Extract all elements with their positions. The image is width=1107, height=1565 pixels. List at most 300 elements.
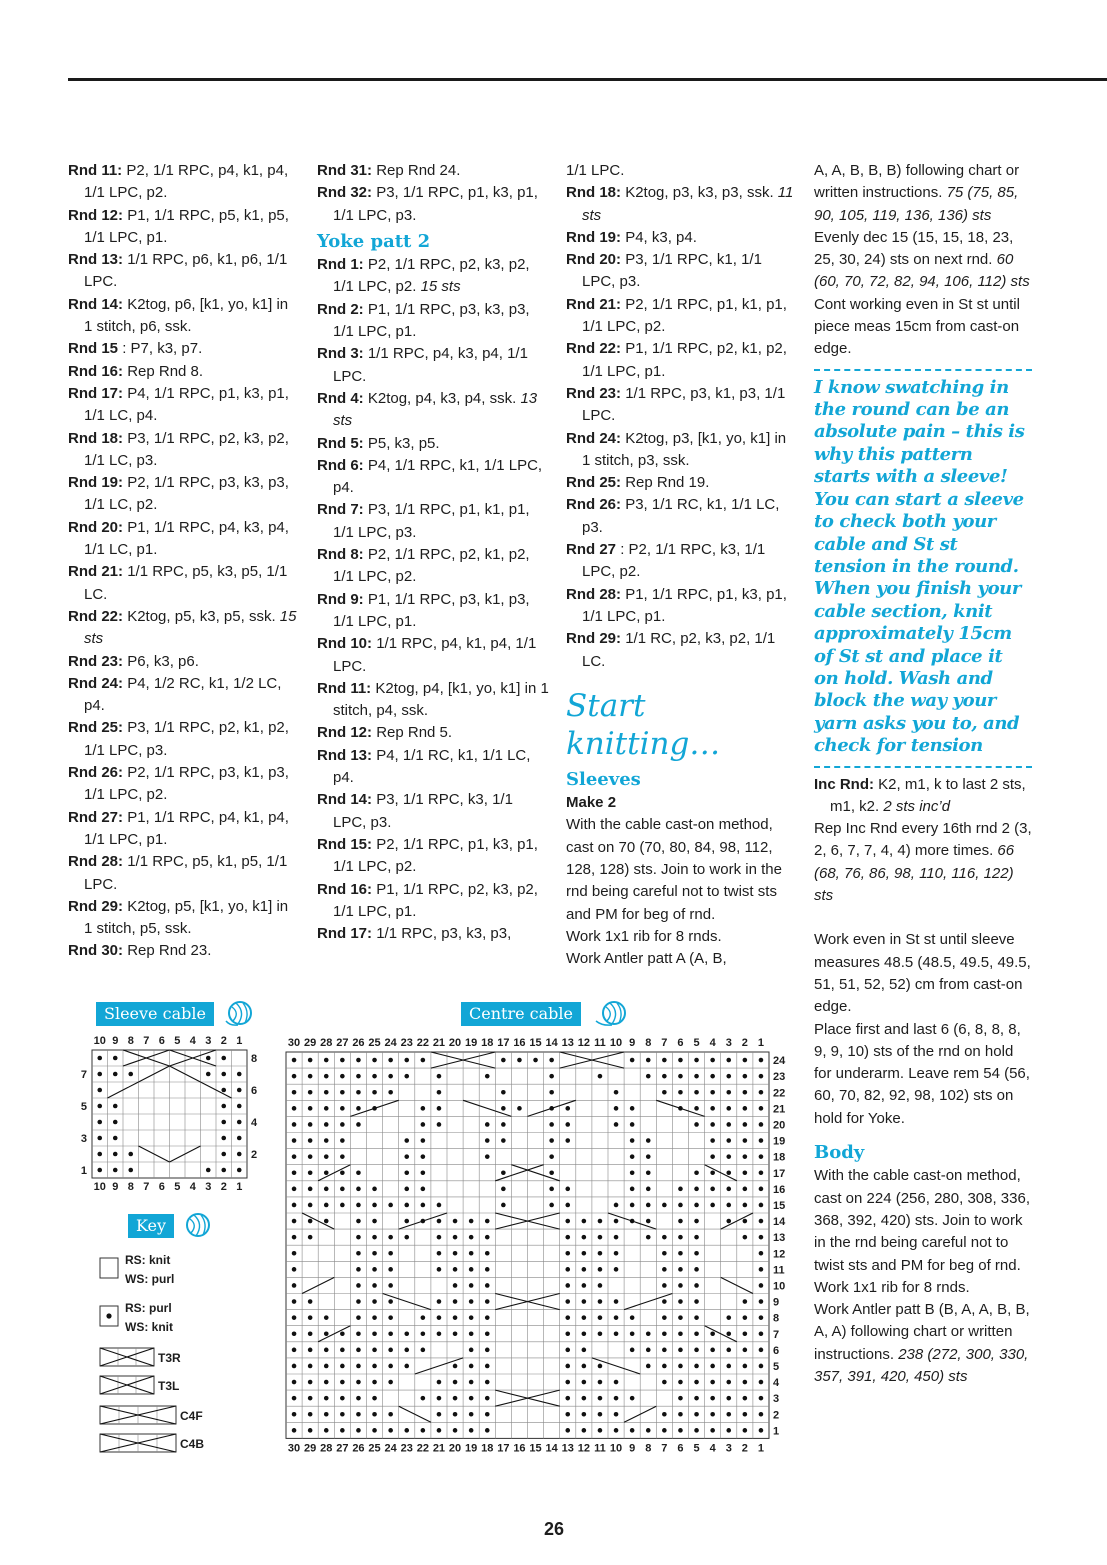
purl-dot [485, 1364, 490, 1369]
purl-dot [726, 1315, 731, 1320]
purl-dot [421, 1154, 426, 1159]
purl-dot [324, 1154, 329, 1159]
col2a-round: Rnd 31: Rep Rnd 24. [317, 162, 461, 179]
col-label: 6 [158, 1035, 165, 1047]
purl-dot [646, 1138, 651, 1143]
col1-round: Rnd 18: P3, 1/1 RPC, p2, k3, p2, 1/1 LC, p3. [68, 429, 289, 469]
rep-inc: Rep Inc Rnd every 16th rnd 2 (3, 2, 6, 7, 7, 4, 4) more times. 66 (68, 76, 86, 98, 110, 116, 122) sts [814, 820, 1032, 905]
purl-dot [340, 1154, 345, 1159]
purl-dot [678, 1380, 683, 1385]
col-label: 2 [220, 1181, 227, 1193]
purl-dot [388, 1299, 393, 1304]
purl-dot [340, 1074, 345, 1079]
purl-dot [437, 1219, 442, 1224]
purl-dot [759, 1380, 764, 1385]
purl-dot [565, 1187, 570, 1192]
row-label: 9 [773, 1296, 780, 1309]
purl-dot [292, 1138, 297, 1143]
col-label: 12 [577, 1037, 590, 1049]
col-label: 23 [400, 1442, 413, 1455]
col-label: 26 [352, 1037, 365, 1049]
purl-dot [113, 1120, 118, 1125]
purl-dot [308, 1122, 313, 1127]
purl-dot [694, 1396, 699, 1401]
purl-dot [340, 1090, 345, 1095]
purl-dot [759, 1251, 764, 1256]
purl-dot [678, 1090, 683, 1095]
purl-dot [582, 1283, 587, 1288]
purl-dot [308, 1074, 313, 1079]
purl-dot [678, 1267, 683, 1272]
row-label: 6 [251, 1085, 258, 1097]
purl-dot [678, 1219, 683, 1224]
key-label: RS: knit [125, 1253, 171, 1267]
col-label: 6 [677, 1037, 684, 1049]
purl-dot [113, 1072, 118, 1077]
purl-dot [485, 1412, 490, 1417]
row-label: 16 [773, 1183, 786, 1196]
purl-dot [614, 1219, 619, 1224]
purl-dot [421, 1331, 426, 1336]
purl-dot [340, 1331, 345, 1336]
purl-dot [759, 1058, 764, 1063]
purl-dot [97, 1152, 102, 1157]
purl-dot [565, 1106, 570, 1111]
col1-round: Rnd 23: P6, k3, p6. [68, 652, 199, 670]
purl-dot [237, 1152, 242, 1157]
purl-dot [614, 1235, 619, 1240]
col-label: 3 [725, 1037, 732, 1049]
col-label: 5 [693, 1442, 700, 1455]
col-label: 21 [432, 1442, 446, 1455]
purl-dot [485, 1428, 490, 1433]
purl-dot [549, 1203, 554, 1208]
col-label: 9 [629, 1442, 636, 1455]
col1-round: Rnd 14: K2tog, p6, [k1, yo, k1] in 1 stitch, p6, ssk. [68, 295, 289, 336]
purl-dot [340, 1203, 345, 1208]
purl-dot [598, 1251, 603, 1256]
purl-dot [308, 1219, 313, 1224]
purl-dot [549, 1170, 554, 1175]
purl-dot [324, 1412, 329, 1417]
row-label: 22 [773, 1087, 786, 1100]
purl-dot [453, 1380, 458, 1385]
col-label: 28 [320, 1037, 333, 1049]
purl-dot [678, 1364, 683, 1369]
purl-dot [582, 1315, 587, 1320]
purl-dot [356, 1187, 361, 1192]
purl-dot [710, 1380, 715, 1385]
purl-dot [678, 1396, 683, 1401]
purl-dot [501, 1106, 506, 1111]
purl-dot [404, 1364, 409, 1369]
purl-dot [292, 1203, 297, 1208]
col-label: 24 [384, 1037, 397, 1049]
quote-divider-top [814, 369, 1032, 371]
purl-dot [113, 1136, 118, 1141]
purl-dot [237, 1088, 242, 1093]
purl-dot [308, 1315, 313, 1320]
purl-dot [630, 1428, 635, 1433]
purl-dot [646, 1348, 651, 1353]
purl-dot [694, 1380, 699, 1385]
purl-dot [308, 1299, 313, 1304]
purl-dot [501, 1170, 506, 1175]
purl-dot [356, 1396, 361, 1401]
purl-dot [453, 1267, 458, 1272]
purl-dot [221, 1136, 226, 1141]
purl-dot [128, 1072, 133, 1077]
purl-dot [340, 1122, 345, 1127]
purl-dot [485, 1235, 490, 1240]
purl-dot [646, 1170, 651, 1175]
purl-dot [662, 1090, 667, 1095]
purl-dot [421, 1058, 426, 1063]
col-label: 10 [609, 1442, 623, 1455]
purl-dot [710, 1074, 715, 1079]
purl-dot [678, 1331, 683, 1336]
col-label: 8 [645, 1037, 652, 1049]
col2b-round: Rnd 8: P2, 1/1 RPC, p2, k1, p2, 1/1 LPC, p2. [317, 546, 530, 586]
purl-dot [614, 1090, 619, 1095]
purl-dot [726, 1106, 731, 1111]
col-label: 7 [661, 1442, 668, 1455]
purl-dot [614, 1267, 619, 1272]
col-label: 25 [368, 1037, 381, 1049]
purl-dot [388, 1315, 393, 1320]
sleeve-cable-chart [68, 1030, 278, 1206]
row-label: 5 [80, 1101, 87, 1113]
col3-round: Rnd 21: P2, 1/1 RPC, p1, k1, p1, 1/1 LPC, p2. [566, 295, 787, 336]
purl-dot [549, 1187, 554, 1192]
purl-dot [646, 1154, 651, 1159]
purl-dot [598, 1331, 603, 1336]
purl-dot [759, 1219, 764, 1224]
col-label: 16 [513, 1442, 526, 1455]
purl-dot [694, 1299, 699, 1304]
purl-dot [678, 1315, 683, 1320]
purl-dot [340, 1187, 345, 1192]
col2b-round: Rnd 14: P3, 1/1 RPC, k3, 1/1 LPC, p3. [317, 791, 513, 831]
purl-dot [630, 1154, 635, 1159]
purl-dot [614, 1122, 619, 1127]
col2b-round: Rnd 1: P2, 1/1 RPC, p2, k3, p2, 1/1 LPC, p2. 15 sts [317, 256, 530, 296]
col3-round: Rnd 28: P1, 1/1 RPC, p1, k3, p1, 1/1 LPC, p1. [566, 585, 787, 625]
purl-dot [598, 1219, 603, 1224]
row-label: 17 [773, 1167, 786, 1180]
purl-dot [565, 1396, 570, 1401]
col3-round: Rnd 19: P4, k3, p4. [566, 228, 697, 246]
purl-dot [237, 1104, 242, 1109]
purl-dot [97, 1120, 102, 1125]
col-label: 26 [352, 1442, 365, 1455]
col2b-round: Rnd 3: 1/1 RPC, p4, k3, p4, 1/1 LPC. [317, 345, 528, 385]
purl-dot [726, 1380, 731, 1385]
purl-dot [292, 1331, 297, 1336]
purl-dot [598, 1299, 603, 1304]
col-label: 14 [545, 1037, 558, 1049]
key-dot [106, 1313, 111, 1318]
purl-dot [582, 1396, 587, 1401]
purl-dot [565, 1283, 570, 1288]
purl-dot [292, 1219, 297, 1224]
col-label: 3 [205, 1035, 212, 1047]
purl-dot [437, 1396, 442, 1401]
purl-dot [598, 1364, 603, 1369]
purl-dot [237, 1168, 242, 1173]
purl-dot [237, 1136, 242, 1141]
col3-round: Rnd 24: K2tog, p3, [k1, yo, k1] in 1 stitch, p3, ssk. [566, 429, 787, 469]
purl-dot [710, 1331, 715, 1336]
row-label: 15 [773, 1199, 786, 1212]
purl-dot [565, 1380, 570, 1385]
purl-dot [356, 1251, 361, 1256]
purl-dot [206, 1168, 211, 1173]
purl-dot [630, 1122, 635, 1127]
col1-round: Rnd 13: 1/1 RPC, p6, k1, p6, 1/1 LPC. [68, 251, 288, 291]
purl-dot [743, 1122, 748, 1127]
purl-dot [308, 1203, 313, 1208]
purl-dot [485, 1219, 490, 1224]
purl-dot [356, 1331, 361, 1336]
purl-dot [517, 1106, 522, 1111]
purl-dot [759, 1138, 764, 1143]
purl-dot [421, 1187, 426, 1192]
purl-dot [710, 1187, 715, 1192]
purl-dot [324, 1219, 329, 1224]
purl-dot [759, 1412, 764, 1417]
purl-dot [726, 1348, 731, 1353]
body-rib: Work 1x1 rib for 8 rnds. [814, 1278, 970, 1296]
purl-dot [630, 1331, 635, 1336]
col2b-round: Rnd 13: P4, 1/1 RC, k1, 1/1 LC, p4. [317, 746, 531, 787]
purl-dot [694, 1090, 699, 1095]
purl-dot [421, 1138, 426, 1143]
purl-dot [694, 1331, 699, 1336]
column-4 [814, 160, 1032, 1388]
purl-dot [97, 1056, 102, 1061]
purl-dot [759, 1106, 764, 1111]
purl-dot [710, 1122, 715, 1127]
col-label: 9 [112, 1181, 119, 1193]
purl-dot [565, 1331, 570, 1336]
purl-dot [694, 1315, 699, 1320]
quote-divider-bottom [814, 766, 1032, 768]
purl-dot [759, 1428, 764, 1433]
purl-dot [469, 1219, 474, 1224]
row-label: 8 [251, 1053, 258, 1065]
purl-dot [437, 1074, 442, 1079]
purl-dot [598, 1074, 603, 1079]
purl-dot [565, 1364, 570, 1369]
purl-dot [356, 1348, 361, 1353]
purl-dot [372, 1315, 377, 1320]
purl-dot [710, 1090, 715, 1095]
purl-dot [614, 1106, 619, 1111]
purl-dot [565, 1251, 570, 1256]
purl-dot [694, 1283, 699, 1288]
purl-dot [308, 1396, 313, 1401]
col-label: 8 [127, 1181, 134, 1193]
purl-dot [726, 1074, 731, 1079]
col2b-round: Rnd 16: P1, 1/1 RPC, p2, k3, p2, 1/1 LPC, p1. [317, 880, 538, 920]
purl-dot [694, 1364, 699, 1369]
purl-dot [421, 1122, 426, 1127]
purl-dot [614, 1203, 619, 1208]
purl-dot [308, 1090, 313, 1095]
purl-dot [292, 1122, 297, 1127]
row-label: 7 [773, 1328, 780, 1341]
purl-dot [614, 1315, 619, 1320]
purl-dot [237, 1072, 242, 1077]
col-label: 2 [741, 1037, 748, 1049]
purl-dot [726, 1187, 731, 1192]
purl-dot [598, 1412, 603, 1417]
purl-dot [469, 1299, 474, 1304]
purl-dot [453, 1315, 458, 1320]
col-label: 19 [465, 1442, 478, 1455]
col2b-round: Rnd 15: P2, 1/1 RPC, p1, k3, p1, 1/1 LPC, p2. [317, 835, 538, 876]
purl-dot [356, 1090, 361, 1095]
purl-dot [340, 1396, 345, 1401]
col-label: 6 [158, 1181, 165, 1193]
row-label: 11 [773, 1264, 785, 1277]
col-label: 14 [545, 1442, 558, 1455]
purl-dot [356, 1106, 361, 1111]
purl-dot [743, 1396, 748, 1401]
purl-dot [710, 1106, 715, 1111]
purl-dot [630, 1315, 635, 1320]
purl-dot [237, 1120, 242, 1125]
col-label: 18 [481, 1037, 494, 1049]
purl-dot [630, 1106, 635, 1111]
col2b-round: Rnd 4: K2tog, p4, k3, p4, ssk. 13 sts [317, 389, 538, 430]
purl-dot [630, 1348, 635, 1353]
col1-round: Rnd 24: P4, 1/2 RC, k1, 1/2 LC, p4. [68, 674, 282, 715]
col2b-round: Rnd 9: P1, 1/1 RPC, p3, k1, p3, 1/1 LPC, p1. [317, 590, 530, 630]
purl-dot [97, 1104, 102, 1109]
work-even: Work even in St st until sleeve measures 48.5 (48.5, 49.5, 49.5, 51, 51, 52, 52) cm from cast-on edge. [814, 931, 1031, 1016]
purl-dot [743, 1364, 748, 1369]
key-label: T3L [158, 1379, 180, 1393]
purl-dot [469, 1348, 474, 1353]
purl-dot [324, 1122, 329, 1127]
purl-dot [372, 1074, 377, 1079]
yoke-patt-2-heading: Yoke patt 2 [317, 230, 431, 252]
purl-dot [340, 1428, 345, 1433]
purl-dot [292, 1380, 297, 1385]
purl-dot [388, 1380, 393, 1385]
purl-dot [614, 1299, 619, 1304]
col-label: 3 [205, 1181, 212, 1193]
purl-dot [324, 1138, 329, 1143]
purl-dot [404, 1428, 409, 1433]
col3-round: 1/1 LPC. [566, 162, 625, 179]
column-2 [317, 160, 549, 945]
purl-dot [308, 1235, 313, 1240]
purl-dot [372, 1267, 377, 1272]
purl-dot [678, 1299, 683, 1304]
col-label: 23 [400, 1037, 413, 1049]
purl-dot [292, 1090, 297, 1095]
purl-dot [694, 1219, 699, 1224]
purl-dot [469, 1267, 474, 1272]
purl-dot [630, 1203, 635, 1208]
row-label: 8 [773, 1312, 780, 1325]
purl-dot [221, 1056, 226, 1061]
purl-dot [743, 1106, 748, 1111]
purl-dot [437, 1122, 442, 1127]
purl-dot [646, 1058, 651, 1063]
col-label: 4 [709, 1442, 716, 1455]
key-label: RS: purl [125, 1301, 172, 1315]
purl-dot [308, 1412, 313, 1417]
body-heading: Body [814, 1142, 865, 1164]
col2b-round: Rnd 6: P4, 1/1 RPC, k1, 1/1 LPC, p4. [317, 456, 543, 497]
purl-dot [128, 1168, 133, 1173]
purl-dot [97, 1072, 102, 1077]
purl-dot [388, 1267, 393, 1272]
purl-dot [743, 1331, 748, 1336]
purl-dot [501, 1203, 506, 1208]
purl-dot [469, 1315, 474, 1320]
purl-dot [614, 1251, 619, 1256]
purl-dot [662, 1251, 667, 1256]
purl-dot [678, 1187, 683, 1192]
yarn-ball-icon [594, 998, 630, 1028]
col2b-round: Rnd 7: P3, 1/1 RPC, p1, k1, p1, 1/1 LPC, p3. [317, 501, 530, 541]
row-label: 5 [773, 1360, 780, 1373]
purl-dot [388, 1283, 393, 1288]
purl-dot [437, 1203, 442, 1208]
purl-dot [372, 1331, 377, 1336]
purl-dot [469, 1235, 474, 1240]
purl-dot [340, 1106, 345, 1111]
purl-dot [646, 1187, 651, 1192]
purl-dot [759, 1074, 764, 1079]
sleeves-rib: Work 1x1 rib for 8 rnds. [566, 927, 722, 945]
purl-dot [340, 1170, 345, 1175]
purl-dot [710, 1203, 715, 1208]
purl-dot [565, 1235, 570, 1240]
sleeve-chart-note: A, A, B, B, B) following chart or written instructions. 75 (75, 85, 90, 105, 119, 136, 136) sts [814, 162, 1020, 224]
purl-dot [324, 1074, 329, 1079]
col1-round: Rnd 20: P1, 1/1 RPC, p4, k3, p4, 1/1 LC, p1. [68, 518, 289, 559]
purl-dot [694, 1122, 699, 1127]
purl-dot [743, 1170, 748, 1175]
purl-dot [340, 1364, 345, 1369]
col-label: 7 [661, 1037, 668, 1049]
col-label: 30 [287, 1442, 301, 1455]
col-label: 9 [112, 1035, 119, 1047]
col-label: 15 [529, 1442, 542, 1455]
purl-dot [356, 1219, 361, 1224]
chart-key [96, 1250, 256, 1460]
purl-dot [726, 1138, 731, 1143]
purl-dot [485, 1315, 490, 1320]
col1-round: Rnd 16: Rep Rnd 8. [68, 362, 204, 380]
row-label: 14 [773, 1216, 786, 1229]
key-label: WS: knit [125, 1320, 173, 1334]
purl-dot [694, 1203, 699, 1208]
col-label: 17 [497, 1037, 510, 1049]
purl-dot [678, 1074, 683, 1079]
purl-dot [662, 1058, 667, 1063]
col-label: 13 [561, 1442, 574, 1455]
purl-dot [340, 1138, 345, 1143]
purl-dot [485, 1283, 490, 1288]
body-cast-on: With the cable cast-on method, cast on 224 (256, 280, 308, 336, 368, 392, 420) sts. Join to work in the rnd being careful not to twist sts and PM for beg of rnd. [814, 1167, 1030, 1274]
